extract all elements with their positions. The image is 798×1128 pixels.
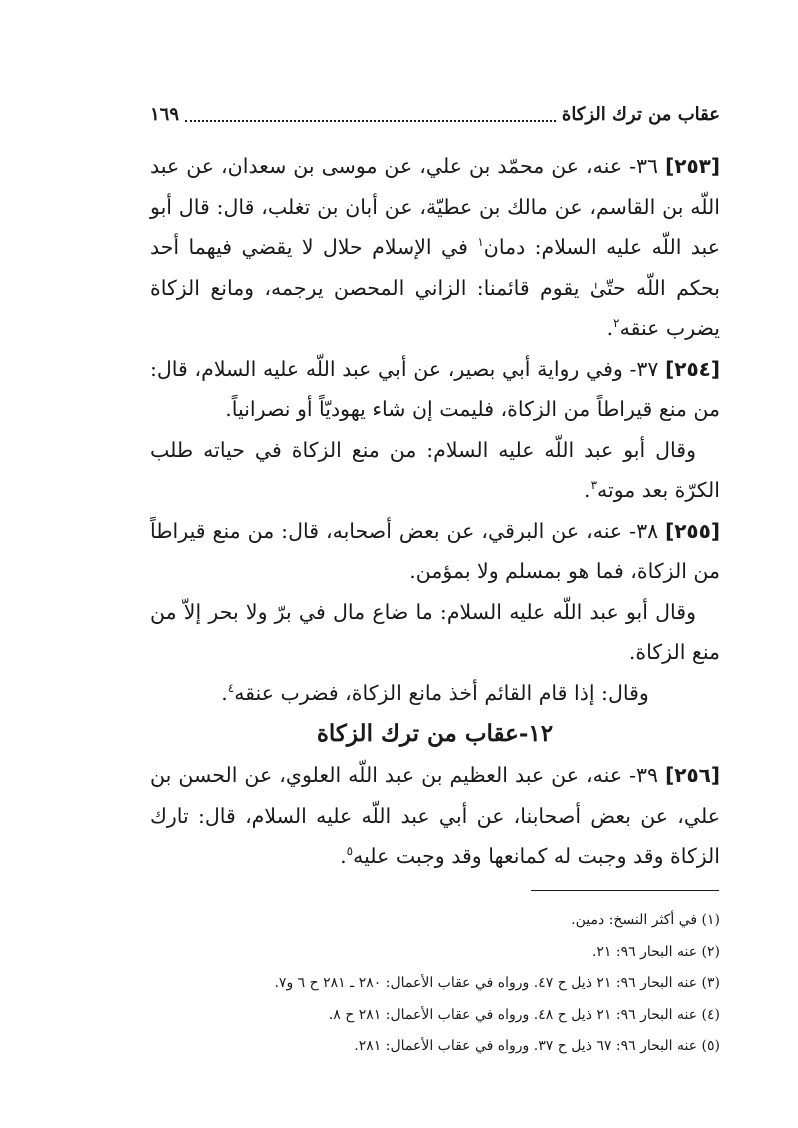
footnote-2: (٢) عنه البحار ٩٦: ٢١. (591, 943, 720, 960)
footnote-5: (٥) عنه البحار ٩٦: ٦٧ ذيل ح ٣٧. ورواه في عقاب الأعمال: ٢٨١. (354, 1038, 720, 1054)
sentence-end: . (606, 316, 614, 340)
hadith-254 (150, 349, 720, 430)
hadith-text: وقال أبو عبد اللّه عليه السلام: من منع الزكاة في حياته طلب الكرّة بعد موته (150, 437, 720, 502)
hadith-text: وقال أبو عبد اللّه عليه السلام: ما ضاع مال في برّ ولا بحر إلاّ من منع الزكاة. (150, 599, 720, 664)
main-text (150, 146, 720, 877)
footnote-ref: ١ (477, 235, 484, 250)
footnote-ref: ٢ (613, 316, 620, 331)
sentence-end: . (340, 844, 347, 868)
footnote-1: (١) في أكثر النسخ: دمين. (571, 912, 720, 928)
hadith-number: [٢٥٦] (665, 763, 720, 787)
footnote-ref: ٣ (590, 478, 598, 493)
hadith-text: ٣٧- وفي رواية أبي بصير، عن أبي عبد اللّه عليه السلام، قال: من منع قيراطاً من الزكاة، فليمت إن شاء يهوديّاً أو نصرانياً. (150, 356, 720, 421)
hadith-256 (150, 755, 720, 877)
hadith-text-cont: في الإسلام حلال لا يقضي فيهما أحد بحكم اللّه حتّىٰ يقوم قائمنا: الزاني المحصن يرجمه، ومانع الزكاة يضرب عنقه (150, 235, 720, 340)
leader-dots (185, 106, 556, 122)
sentence-end: . (221, 680, 228, 705)
footnote-ref: ٤ (227, 680, 235, 695)
chapter-title: عقاب من ترك الزكاة (561, 103, 720, 125)
hadith-255-addendum-1 (150, 592, 720, 673)
hadith-text: ٣٦- عنه، عن محمّد بن علي، عن موسى بن سعدان، عن عبد اللّه بن القاسم، عن مالك بن عطيّة، عن أبان بن تغلب، قال: قال أبو عبد اللّه عليه السلام: دمان (150, 154, 720, 259)
hadith-text: ٣٨- عنه، عن البرقي، عن بعض أصحابه، قال: من منع قيراطاً من الزكاة، فما هو بمسلم ولا بمؤمن. (150, 518, 720, 583)
footnote-separator (531, 890, 719, 891)
section-heading: ١٢-عقاب من ترك الزكاة (316, 720, 554, 747)
hadith-253 (150, 146, 720, 349)
page-number: ١٦٩ (150, 103, 180, 125)
footnotes (150, 905, 720, 1063)
hadith-254-addendum (150, 430, 720, 511)
hadith-text: وقال: إذا قام القائم أخذ مانع الزكاة، فضرب عنقه (234, 680, 649, 705)
footnote-ref: ٥ (346, 844, 354, 859)
hadith-255 (150, 511, 720, 592)
footnote-4: (٤) عنه البحار ٩٦: ٢١ ذيل ح ٤٨. ورواه في عقاب الأعمال: ٢٨١ ح ٨. (328, 1006, 720, 1023)
footnote-3: (٣) عنه البحار ٩٦: ٢١ ذيل ح ٤٧. ورواه في عقاب الأعمال: ٢٨٠ ـ ٢٨١ ح ٦ و٧. (274, 975, 720, 991)
hadith-number: [٢٥٣] (665, 154, 720, 178)
sentence-end: . (584, 478, 591, 502)
hadith-number: [٢٥٥] (665, 518, 720, 543)
running-header (150, 94, 720, 134)
hadith-text: ٣٩- عنه، عن عبد العظيم بن عبد اللّه العلوي، عن الحسن بن علي، عن بعض أصحابنا، عن أبي عبد اللّه عليه السلام، قال: تارك الزكاة وقد وجبت له كمانعها وقد وجبت عليه (150, 763, 720, 868)
hadith-255-addendum-2 (150, 673, 720, 714)
hadith-number: [٢٥٤] (665, 356, 720, 381)
